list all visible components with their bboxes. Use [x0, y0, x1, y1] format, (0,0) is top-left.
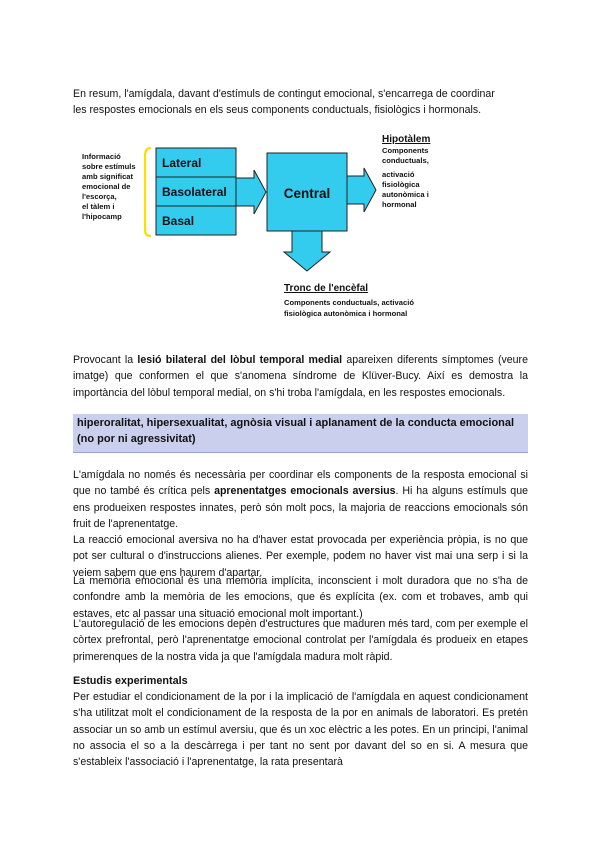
p1-bold-term: lesió bilateral del lòbul temporal medial — [137, 354, 343, 366]
hypothalamus-line: autonòmica i — [382, 190, 429, 199]
hypothalamus-line: hormonal — [382, 200, 417, 209]
callout-line-1: hiperoralitat, hipersexualitat, agnòsia visual i aplanament de la conducta emocional — [77, 417, 515, 429]
input-line: l'escorça, — [82, 192, 117, 201]
hypothalamus-line: conductuals, — [382, 156, 429, 165]
arrow-to-hypothalamus — [347, 168, 376, 212]
hypothalamus-line: Components — [382, 146, 429, 155]
p2-bold-term: aprenentatges emocionals aversius — [214, 485, 396, 498]
brainstem-line: fisiològica autonòmica i hormonal — [284, 309, 408, 318]
paragraph-emotional-memory: La memòria emocional és una memòria implícita, inconscient i molt duradora que no s'ha de confondre amb la memòria de les emocions, que és explícita (ex. com et trobaves, amb qui estaves, etc al passar una situació emocional molt important.) — [73, 575, 528, 620]
arrow-to-central — [236, 170, 266, 214]
paragraph-emotional-learning — [73, 467, 528, 532]
nucleus-label-basal: Basal — [162, 214, 195, 228]
input-line: amb significat — [82, 172, 134, 181]
central-label: Central — [283, 186, 331, 201]
section-heading: Estudis experimentals — [73, 675, 188, 687]
arrow-to-brainstem — [284, 231, 330, 271]
callout-line-2: (no por ni agressivitat) — [77, 433, 196, 445]
input-line: Informació — [82, 152, 121, 161]
hypothalamus-title: Hipotàlem — [382, 134, 431, 145]
symptoms-callout — [73, 414, 528, 453]
paragraph-kluver-bucy — [73, 352, 528, 401]
p1-text-c: apareixen diferents símptomes (veure imatge) que conformen el que s'anomena síndrome de Klüver-Bucy. Així es demostra la importància del lòbul temporal medial, on s'hi troba l'amígdala, en les respostes emocionals. — [73, 354, 528, 399]
paragraph-experimental-studies: Per estudiar el condicionament de la por i la implicació de l'amígdala en aquest condicionament s'ha utilitzat molt el condicionament de la resposta de la por en animals de laboratori. Es pretén associar un so amb un estímul aversiu, que és un xoc elèctric a les potes. En un principi, l'animal no associa el so a la descàrrega i per tant no sent por davant del so en si. A mesura que s'estableix l'associació i l'aprenentatge, la rata presentarà — [73, 691, 528, 769]
nucleus-label-lateral: Lateral — [162, 156, 202, 170]
input-line: el tàlem i — [82, 202, 115, 211]
brainstem-line: Components conductuals, activació — [284, 298, 414, 307]
input-line: sobre estímuls — [82, 162, 136, 171]
intro-line-2: les respostes emocionals en els seus components conductuals, fisiològics i hormonals. — [73, 104, 482, 117]
intro-line-1: En resum, l'amígdala, davant d'estímuls de contingut emocional, s'encarrega de coordinar — [73, 88, 495, 100]
yellow-bracket — [145, 148, 151, 236]
paragraph-aversive-reaction: La reacció emocional aversiva no ha d'haver estat provocada per experiència pròpia, is no que pot ser cultural o d'instruccions alienes. Per exemple, podem no haver vist mai una serp i si la veiem sabem que ens haurem d'apartar. — [73, 534, 528, 579]
paragraph-self-regulation: L'autoregulació de les emocions depèn d'estructures que maduren més tard, com per exemple el còrtex prefrontal, però l'aprenentatge emocional controlat per l'amígdala és produeix en etapes primerenques de la nostra vida ja que l'amígdala madura molt ràpid. — [73, 618, 528, 663]
input-line: emocional de — [82, 182, 131, 191]
brainstem-title: Tronc de l'encèfal — [284, 283, 369, 294]
intro-paragraph — [73, 86, 528, 119]
p2-text-a: L'amígdala no només és necessària per coordinar els components de la resposta emocional si que no també és crítica pels — [73, 469, 528, 498]
input-line: l'hipocamp — [82, 212, 122, 221]
p2-text-c: . Hi ha alguns estímuls que ens produeixen respostes innates, però són molt pocs, la majoria de reaccions emocionals són fruit de l'aprenentatge. — [73, 485, 528, 530]
hypothalamus-line: activació — [382, 170, 415, 179]
nucleus-label-basolateral: Basolateral — [162, 185, 227, 199]
amygdala-diagram — [70, 128, 530, 328]
hypothalamus-line: fisiològica — [382, 180, 420, 189]
amygdala-diagram-svg — [70, 128, 530, 328]
p1-text-a: Provocant la — [73, 354, 138, 366]
